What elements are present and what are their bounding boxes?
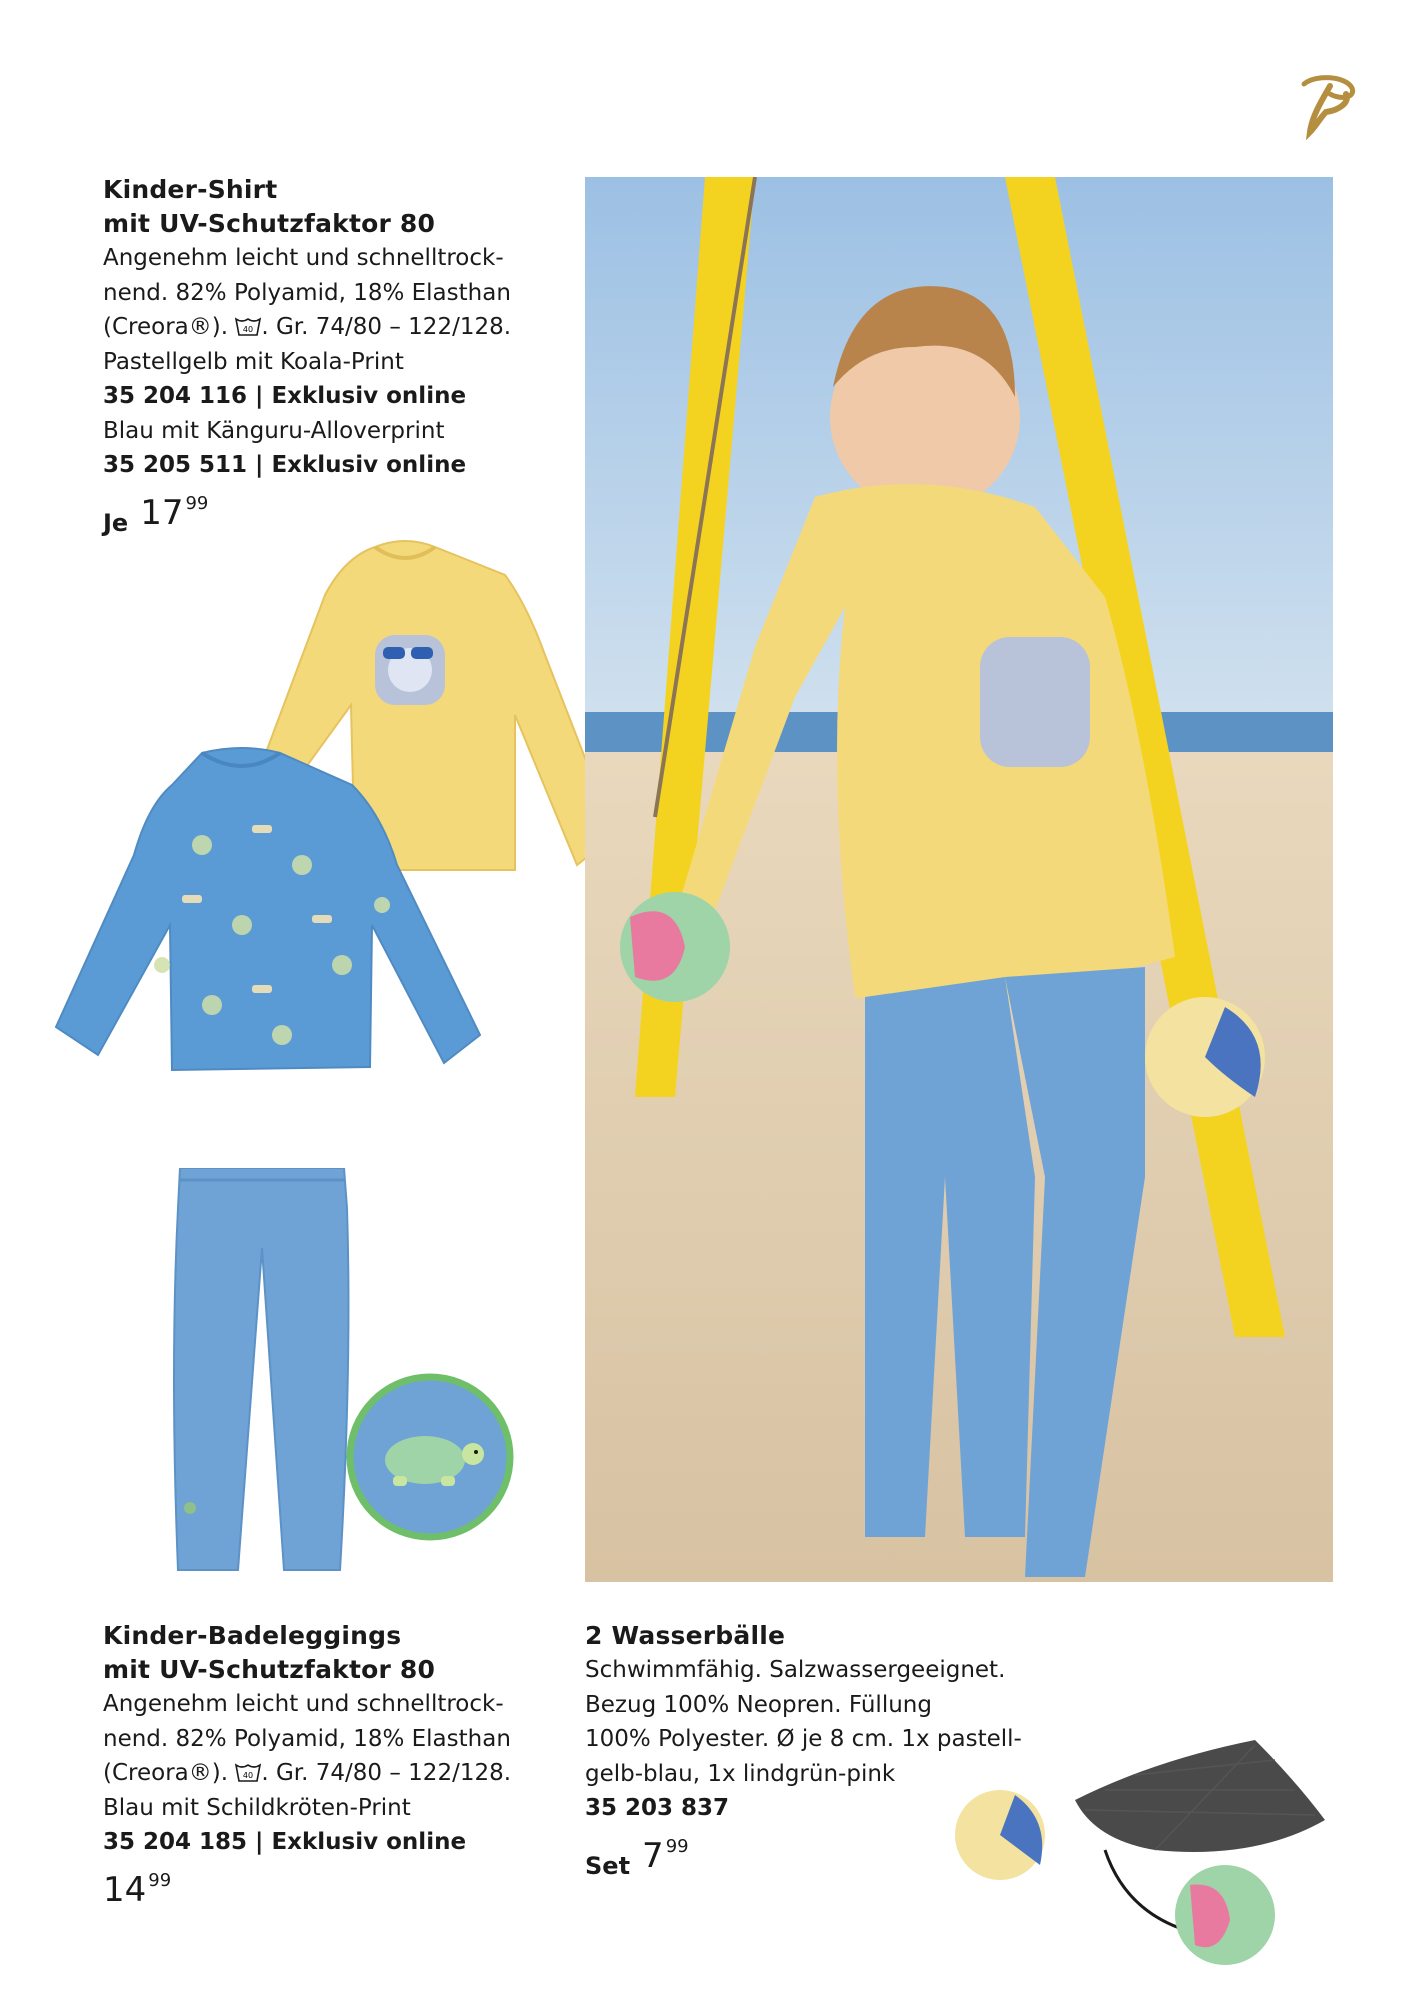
balls-price-prefix: Set — [585, 1851, 631, 1880]
balls-desc-2: Bezug 100% Neopren. Füllung — [585, 1691, 932, 1718]
leggings-price — [103, 1870, 573, 1910]
leggings-price-cents: 99 — [148, 1869, 172, 1891]
shirt-price-cents: 99 — [185, 492, 209, 514]
leggings-title-2: mit UV-Schutzfaktor 80 — [103, 1655, 436, 1684]
shirt-desc-3b: . Gr. 74/80 – 122/128. — [261, 314, 512, 340]
leggings-title-1: Kinder-Badeleggings — [103, 1621, 402, 1650]
shirt-title-1: Kinder-Shirt — [103, 175, 278, 204]
shirt-desc-3a: (Creora®). — [103, 314, 229, 340]
wash-40-icon — [235, 317, 261, 337]
shirt-text-block — [103, 173, 573, 543]
wash-40-label: 40 — [243, 325, 254, 334]
shirt-article-1: 35 204 116 | Exklusiv online — [103, 383, 467, 409]
blue-leggings-image — [172, 1168, 352, 1573]
water-balls-net-image — [955, 1720, 1335, 1970]
balls-article: 35 203 837 — [585, 1795, 730, 1821]
leggings-desc-3b: . Gr. 74/80 – 122/128. — [261, 1760, 512, 1786]
shirt-price-prefix: Je — [103, 508, 129, 537]
shirt-variant-1: Pastellgelb mit Koala-Print — [103, 348, 404, 375]
leggings-desc-3 — [103, 1756, 573, 1791]
shirt-article-2: 35 205 511 | Exklusiv online — [103, 452, 467, 478]
shirt-desc-2: nend. 82% Polyamid, 18% Elasthan — [103, 279, 511, 306]
leggings-price-main: 14 — [103, 1869, 147, 1910]
balls-price-cents: 99 — [665, 1835, 689, 1857]
shirt-price-main: 17 — [140, 492, 184, 533]
shirt-desc-3 — [103, 310, 573, 345]
blue-kangaroo-shirt-image — [52, 745, 482, 1075]
leggings-desc-3a: (Creora®). — [103, 1760, 229, 1786]
tchibo-logo-icon — [1296, 70, 1358, 140]
leggings-article: 35 204 185 | Exklusiv online — [103, 1829, 467, 1855]
balls-desc-4: gelb-blau, 1x lindgrün-pink — [585, 1760, 896, 1787]
shirt-title-2: mit UV-Schutzfaktor 80 — [103, 209, 436, 238]
shirt-desc-1: Angenehm leicht und schnelltrock- — [103, 245, 504, 271]
leggings-text-block — [103, 1619, 573, 1910]
leggings-variant: Blau mit Schildkröten-Print — [103, 1794, 411, 1821]
leggings-desc-2: nend. 82% Polyamid, 18% Elasthan — [103, 1725, 511, 1752]
balls-title: 2 Wasserbälle — [585, 1621, 786, 1650]
wash-40-icon — [235, 1763, 261, 1783]
balls-desc-3: 100% Polyester. Ø je 8 cm. 1x pastell- — [585, 1726, 1022, 1752]
balls-desc-1: Schwimmfähig. Salzwassergeeignet. — [585, 1657, 1006, 1683]
balls-price-main: 7 — [642, 1835, 664, 1876]
turtle-print-detail-image — [345, 1372, 515, 1542]
leggings-desc-1: Angenehm leicht und schnelltrock- — [103, 1691, 504, 1717]
beach-photo-boy — [585, 177, 1333, 1582]
shirt-variant-2: Blau mit Känguru-Alloverprint — [103, 417, 445, 444]
wash-40-label: 40 — [243, 1771, 254, 1780]
